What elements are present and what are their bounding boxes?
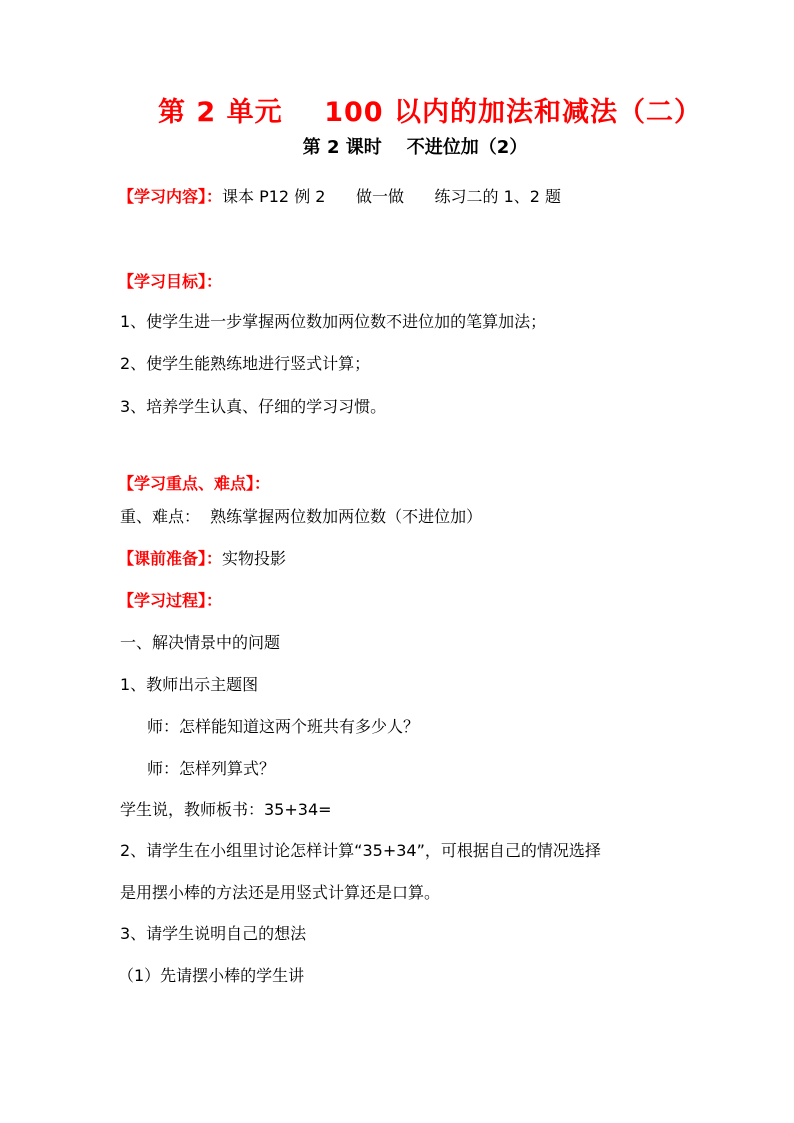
keypoints-text: 重、难点： 熟练掌握两位数加两位数（不进位加） bbox=[120, 507, 483, 526]
process-line-7: 是用摆小棒的方法还是用竖式计算还是口算。 bbox=[120, 883, 441, 902]
content-label: 【学习内容】： bbox=[118, 187, 223, 206]
process-line-2: 1、教师出示主题图 bbox=[120, 675, 259, 694]
process-line-6: 2、请学生在小组里讨论怎样计算“35+34”，可根据自己的情况选择 bbox=[120, 841, 601, 860]
content-line bbox=[118, 186, 561, 208]
page-title: 第 2 单元 100 以内的加法和减法（二） bbox=[158, 97, 702, 128]
process-line-8: 3、请学生说明自己的想法 bbox=[120, 924, 307, 943]
process-line-5: 学生说，教师板书：35+34= bbox=[120, 800, 332, 819]
lesson-subtitle: 第 2 课时 不进位加（2） bbox=[302, 137, 528, 158]
goal-item-2: 2、使学生能熟练地进行竖式计算； bbox=[120, 354, 371, 373]
prep-label: 【课前准备】： bbox=[118, 549, 223, 568]
process-line-4: 师：怎样列算式？ bbox=[147, 759, 276, 778]
goals-label: 【学习目标】： bbox=[118, 272, 223, 291]
keypoints-label: 【学习重点、难点】： bbox=[118, 474, 271, 493]
prep-line bbox=[118, 548, 286, 570]
process-line-9: （1）先请摆小棒的学生讲 bbox=[118, 966, 305, 985]
process-line-1: 一、解决情景中的问题 bbox=[120, 633, 281, 652]
prep-text: 实物投影 bbox=[222, 549, 287, 568]
process-label: 【学习过程】： bbox=[118, 591, 223, 610]
process-line-3: 师：怎样能知道这两个班共有多少人？ bbox=[147, 717, 420, 736]
goal-item-1: 1、使学生进一步掌握两位数加两位数不进位加的笔算加法； bbox=[120, 312, 547, 331]
goal-item-3: 3、培养学生认真、仔细的学习习惯。 bbox=[120, 397, 387, 416]
content-text: 课本 P12 例 2 做一做 练习二的 1、2 题 bbox=[222, 187, 562, 206]
